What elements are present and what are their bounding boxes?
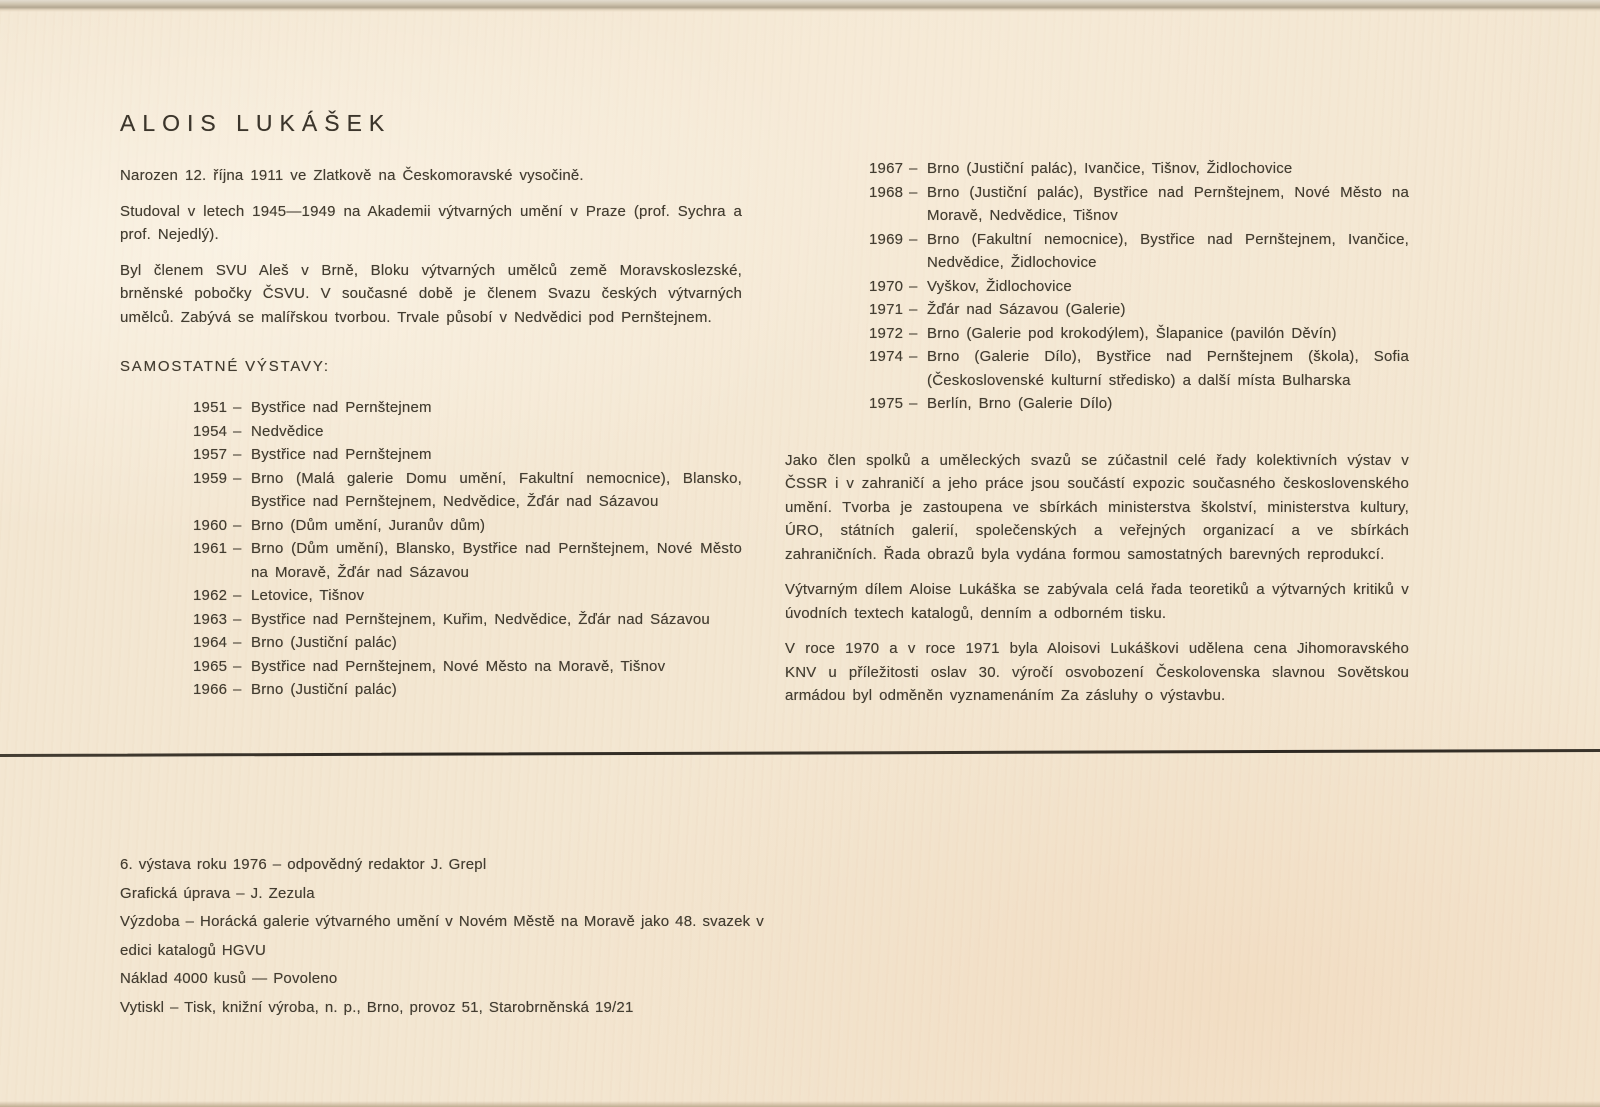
exhibition-separator: –	[233, 657, 242, 675]
scan-top-edge	[0, 0, 1600, 12]
exhibition-year: 1951	[193, 399, 228, 416]
exhibition-entry	[869, 275, 1409, 299]
exhibition-entry	[193, 608, 742, 632]
exhibition-entry	[869, 392, 1409, 416]
exhibition-year: 1957	[193, 446, 228, 463]
right-column	[785, 157, 1409, 708]
exhibition-year: 1975	[869, 395, 904, 412]
bio-section	[120, 164, 742, 329]
exhibition-locations: Brno (Malá galerie Domu umění, Fakultní nemocnice), Blansko, Bystřice nad Pernštejnem, Nedvědice, Žďár nad Sázavou	[251, 469, 742, 510]
exhibition-entry	[193, 537, 742, 584]
exhibition-separator: –	[233, 399, 242, 416]
exhibition-locations: Brno (Galerie Dílo), Bystřice nad Pernštejnem (škola), Sofia (Československé kulturní středisko) a další místa Bulharska	[927, 348, 1409, 389]
exhibition-year: 1960	[193, 516, 228, 534]
colophon	[120, 851, 778, 1023]
exhibition-separator: –	[909, 160, 918, 177]
exhibition-locations: Bystřice nad Pernštejnem, Kuřim, Nedvědice, Žďár nad Sázavou	[251, 610, 710, 628]
exhibition-entry	[869, 228, 1409, 275]
exhibition-separator: –	[233, 681, 242, 698]
exhibition-locations: Letovice, Tišnov	[251, 587, 365, 604]
exhibition-separator: –	[909, 230, 918, 248]
exhibition-year: 1961	[193, 540, 228, 557]
about-paragraph: Jako člen spolků a uměleckých svazů se zúčastnil celé řady kolektivních výstav v ČSSR i v zahraničí a jeho práce jsou součástí expozic současného československého umění. Tvorba je zastoupena ve sbírkách ministerstva školství, ministerstva kultury, ÚRO, státních galerií, společenských a veřejných organizací a ve sbírkách zahraničních. Řada obrazů byla vydána formou samostatných barevných reprodukcí.	[785, 451, 1409, 563]
exhibition-year: 1967	[869, 160, 904, 177]
exhibition-entry	[193, 396, 742, 420]
exhibition-separator: –	[233, 446, 242, 463]
exhibition-year: 1968	[869, 183, 904, 201]
exhibitions-heading: SAMOSTATNÉ VÝSTAVY:	[120, 358, 330, 375]
exhibition-entry	[193, 420, 742, 444]
exhibition-entry	[193, 467, 742, 514]
exhibition-year: 1964	[193, 634, 228, 651]
exhibition-year: 1971	[869, 301, 904, 318]
exhibition-entry	[869, 157, 1409, 181]
exhibition-locations: Brno (Galerie pod krokodýlem), Šlapanice (pavilón Děvín)	[927, 324, 1337, 342]
bio-paragraph: Narozen 12. října 1911 ve Zlatkově na Českomoravské vysočině.	[120, 167, 584, 184]
left-column	[120, 110, 742, 702]
exhibition-locations: Brno (Justiční palác)	[251, 681, 397, 698]
exhibition-separator: –	[909, 183, 918, 201]
exhibition-locations: Brno (Justiční palác)	[251, 634, 397, 651]
exhibition-separator: –	[233, 610, 242, 628]
scan-bottom-edge	[0, 1101, 1600, 1107]
exhibition-separator: –	[233, 540, 242, 557]
exhibition-separator: –	[909, 348, 918, 365]
exhibition-separator: –	[233, 634, 242, 651]
exhibition-separator: –	[233, 469, 242, 487]
exhibition-entry	[193, 678, 742, 702]
colophon-line: 6. výstava roku 1976 – odpovědný redaktor J. Grepl	[120, 856, 487, 873]
exhibition-locations: Vyškov, Židlochovice	[927, 277, 1072, 295]
exhibition-separator: –	[909, 324, 918, 342]
exhibition-list-left	[120, 396, 742, 702]
exhibition-locations: Brno (Dům umění), Blansko, Bystřice nad Pernštejnem, Nové Město na Moravě, Žďár nad Sázavou	[251, 540, 742, 581]
exhibition-locations: Bystřice nad Pernštejnem	[251, 446, 432, 463]
exhibition-entry	[193, 584, 742, 608]
artist-name-title: ALOIS LUKÁŠEK	[120, 110, 392, 136]
exhibition-entry	[869, 298, 1409, 322]
exhibition-list-right	[785, 157, 1409, 416]
exhibition-year: 1962	[193, 587, 228, 604]
exhibition-entry	[193, 514, 742, 538]
exhibition-year: 1970	[869, 277, 904, 295]
exhibition-locations: Žďár nad Sázavou (Galerie)	[927, 301, 1126, 318]
exhibition-locations: Bystřice nad Pernštejnem	[251, 399, 432, 416]
exhibition-year: 1963	[193, 610, 228, 628]
about-paragraph: V roce 1970 a v roce 1971 byla Aloisovi Lukáškovi udělena cena Jihomoravského KNV u příležitosti oslav 30. výročí osvobození Českolovenska slavnou Sovětskou armádou byl odměněn vyznamenáním Za zásluhy o výstavbu.	[785, 640, 1409, 704]
exhibition-year: 1969	[869, 230, 904, 248]
exhibition-locations: Bystřice nad Pernštejnem, Nové Město na Moravě, Tišnov	[251, 657, 666, 675]
exhibition-locations: Brno (Justiční palác), Ivančice, Tišnov, Židlochovice	[927, 160, 1293, 177]
exhibition-year: 1965	[193, 657, 228, 675]
about-section	[785, 449, 1409, 708]
exhibition-entry	[869, 181, 1409, 228]
colophon-line: Vytiskl – Tisk, knižní výroba, n. p., Brno, provoz 51, Starobrněnská 19/21	[120, 998, 634, 1016]
exhibition-entry	[869, 322, 1409, 346]
exhibition-year: 1972	[869, 324, 904, 342]
colophon-line: Grafická úprava – J. Zezula	[120, 884, 315, 902]
exhibition-separator: –	[233, 587, 242, 604]
exhibition-locations: Brno (Justiční palác), Bystřice nad Pernštejnem, Nové Město na Moravě, Nedvědice, Tišnov	[927, 183, 1409, 224]
fold-line	[0, 749, 1600, 757]
exhibition-locations: Brno (Dům umění, Juranův dům)	[251, 516, 486, 534]
colophon-line: Výzdoba – Horácká galerie výtvarného umění v Novém Městě na Moravě jako 48. svazek v edici katalogů HGVU	[120, 913, 764, 959]
bio-paragraph: Byl členem SVU Aleš v Brně, Bloku výtvarných umělců země Moravskoslezské, brněnské pobočky ČSVU. V současné době je členem Svazu českých výtvarných umělců. Zabývá se malířskou tvorbou. Trvale působí v Nedvědici pod Pernštejnem.	[120, 261, 742, 326]
exhibition-separator: –	[233, 422, 242, 440]
exhibition-entry	[193, 443, 742, 467]
exhibition-year: 1974	[869, 348, 904, 365]
exhibition-separator: –	[233, 516, 242, 534]
colophon-line: Náklad 4000 kusů — Povoleno	[120, 970, 338, 988]
bio-paragraph: Studoval v letech 1945—1949 na Akademii výtvarných umění v Praze (prof. Sychra a prof. Nejedlý).	[120, 202, 742, 243]
exhibition-separator: –	[909, 277, 918, 295]
exhibition-locations: Nedvědice	[251, 422, 324, 440]
about-paragraph: Výtvarným dílem Aloise Lukáška se zabývala celá řada teoretiků a výtvarných kritiků v úvodních textech katalogů, denním a odborném tisku.	[785, 581, 1409, 622]
exhibition-year: 1966	[193, 681, 228, 698]
exhibition-separator: –	[909, 395, 918, 412]
exhibition-entry	[869, 345, 1409, 392]
exhibition-year: 1954	[193, 422, 228, 440]
exhibition-year: 1959	[193, 469, 228, 487]
exhibition-entry	[193, 655, 742, 679]
exhibition-entry	[193, 631, 742, 655]
exhibition-locations: Brno (Fakultní nemocnice), Bystřice nad Pernštejnem, Ivančice, Nedvědice, Židlochovice	[927, 230, 1409, 271]
exhibition-locations: Berlín, Brno (Galerie Dílo)	[927, 395, 1113, 412]
exhibition-separator: –	[909, 301, 918, 318]
